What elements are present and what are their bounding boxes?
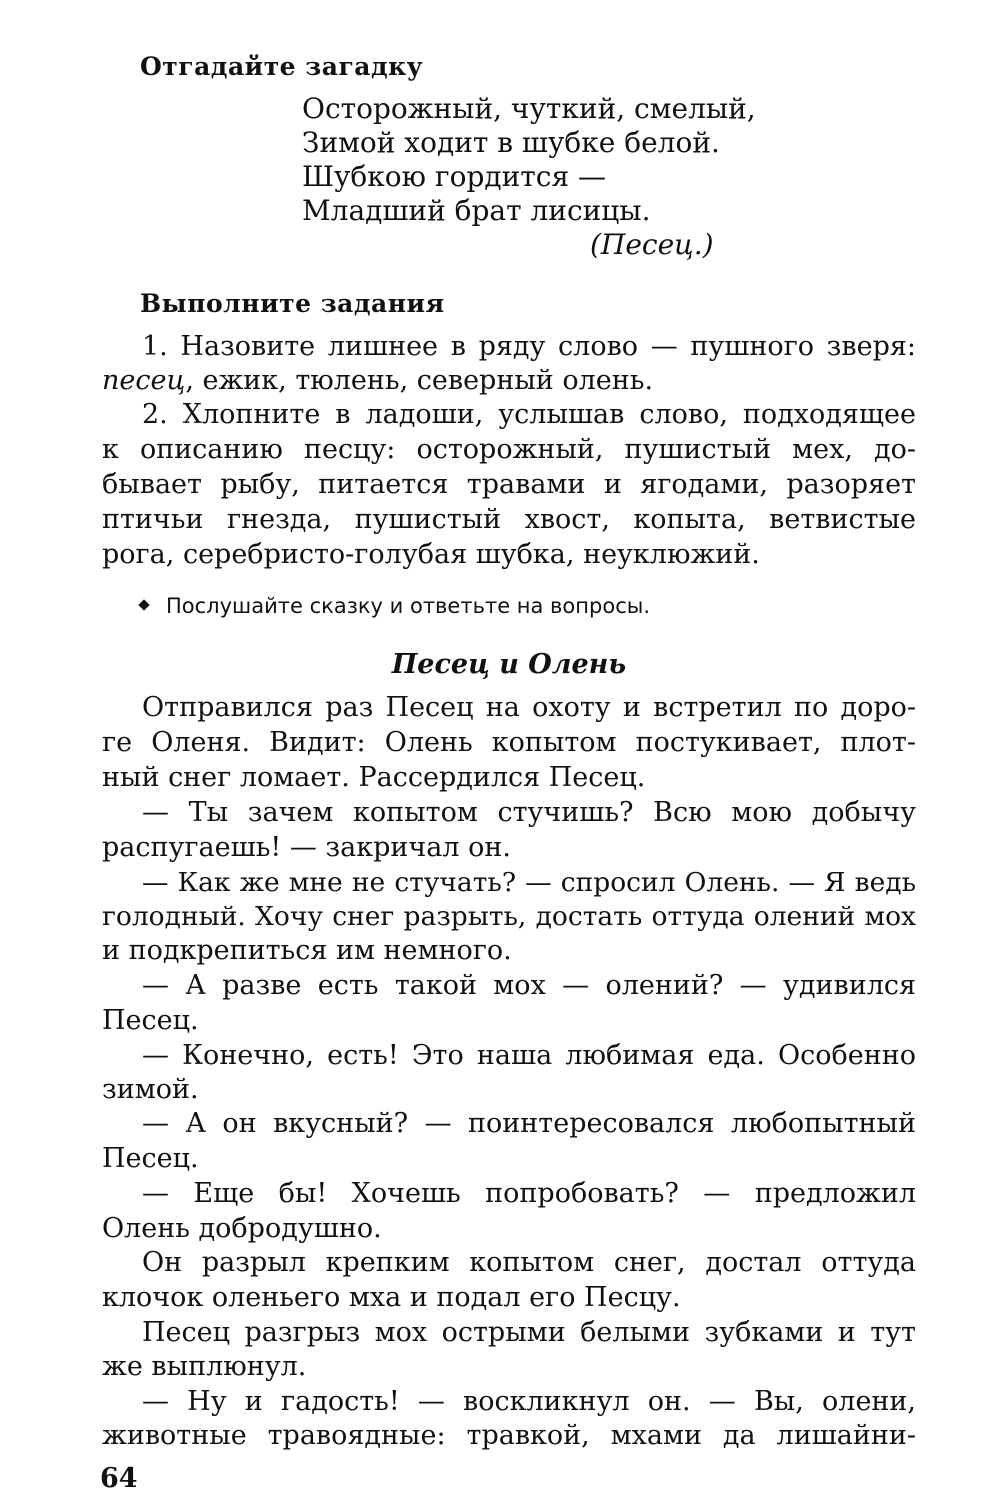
story-title: Песец и Олень: [391, 649, 627, 680]
story-line-17: Он разрыл крепким копытом снег, достал оттуда: [142, 1247, 916, 1278]
task-2-line-4: птичьи гнезда, пушистый хвост, копыта, ветвистые: [102, 504, 916, 535]
story-line-21: — Ну и гадость! — воскликнул он. — Вы, олени,: [142, 1386, 916, 1417]
story-line-6: — Как же мне не стучать? — спросил Олень. — Я ведь: [142, 867, 916, 898]
task-1-line-1: 1. Назовите лишнее в ряду слово — пушного зверя:: [142, 331, 916, 362]
story-line-10: Песец.: [102, 1005, 199, 1036]
story-line-3: ный снег ломает. Рассердился Песец.: [102, 762, 646, 793]
riddle-verse-2: Зимой ходит в шубке белой.: [302, 126, 720, 159]
story-line-15: — Еще бы! Хочешь попробовать? — предложил: [142, 1178, 916, 1209]
story-line-8: и подкрепиться им немного.: [102, 935, 512, 966]
story-line-4: — Ты зачем копытом стучишь? Всю мою добычу: [142, 797, 916, 828]
story-line-12: зимой.: [102, 1074, 199, 1105]
story-line-14: Песец.: [102, 1143, 199, 1174]
task-2-line-2: к описанию песцу: осторожный, пушистый мех, до-: [102, 434, 916, 465]
story-line-13: — А он вкусный? — поинтересовался любопытный: [142, 1108, 916, 1139]
riddle-verse-4: Младший брат лисицы.: [302, 194, 651, 227]
story-line-19: Песец разгрыз мох острыми белыми зубками и тут: [142, 1317, 916, 1348]
task-2-line-1: 2. Хлопните в ладоши, услышав слово, подходящее: [142, 399, 916, 430]
story-line-16: Олень добродушно.: [102, 1213, 382, 1244]
story-line-22: животные травоядные: травкой, мхами да лишайни-: [102, 1420, 916, 1451]
page-number: 64: [100, 1463, 138, 1494]
story-line-7: голодный. Хочу снег разрыть, достать оттуда олений мох: [102, 901, 916, 932]
story-line-5: распугаешь! — закричал он.: [102, 832, 511, 863]
story-line-2: ге Оленя. Видит: Олень копытом постукивает, плот-: [102, 727, 916, 758]
riddle-verse-1: Осторожный, чуткий, смелый,: [302, 92, 756, 125]
story-line-1: Отправился раз Песец на охоту и встретил по доро-: [142, 692, 916, 723]
story-line-9: — А разве есть такой мох — олений? — удивился: [142, 970, 916, 1001]
task-2-line-3: бывает рыбу, питается травами и ягодами, разоряет: [102, 469, 916, 500]
story-line-18: клочок оленьего мха и подал его Песцу.: [102, 1282, 681, 1313]
instruction: [140, 589, 650, 623]
task-1-italic-word: песец: [102, 365, 186, 396]
task-1-line-2: [102, 364, 916, 398]
riddle-answer: (Песец.): [590, 228, 714, 261]
bullet-diamond-icon: [138, 599, 149, 610]
task-1-rest: , ежик, тюлень, северный олень.: [185, 365, 654, 396]
tasks-heading: Выполните задания: [140, 289, 445, 318]
instruction-text: Послушайте сказку и ответьте на вопросы.: [166, 594, 650, 618]
riddle-verse-3: Шубкою гордится —: [302, 160, 607, 193]
riddle-heading: Отгадайте загадку: [140, 52, 424, 81]
task-2-line-5: рога, серебристо-голубая шубка, неуклюжий.: [102, 539, 760, 570]
story-line-20: же выплюнул.: [102, 1351, 307, 1382]
story-line-11: — Конечно, есть! Это наша любимая еда. Особенно: [142, 1040, 916, 1071]
